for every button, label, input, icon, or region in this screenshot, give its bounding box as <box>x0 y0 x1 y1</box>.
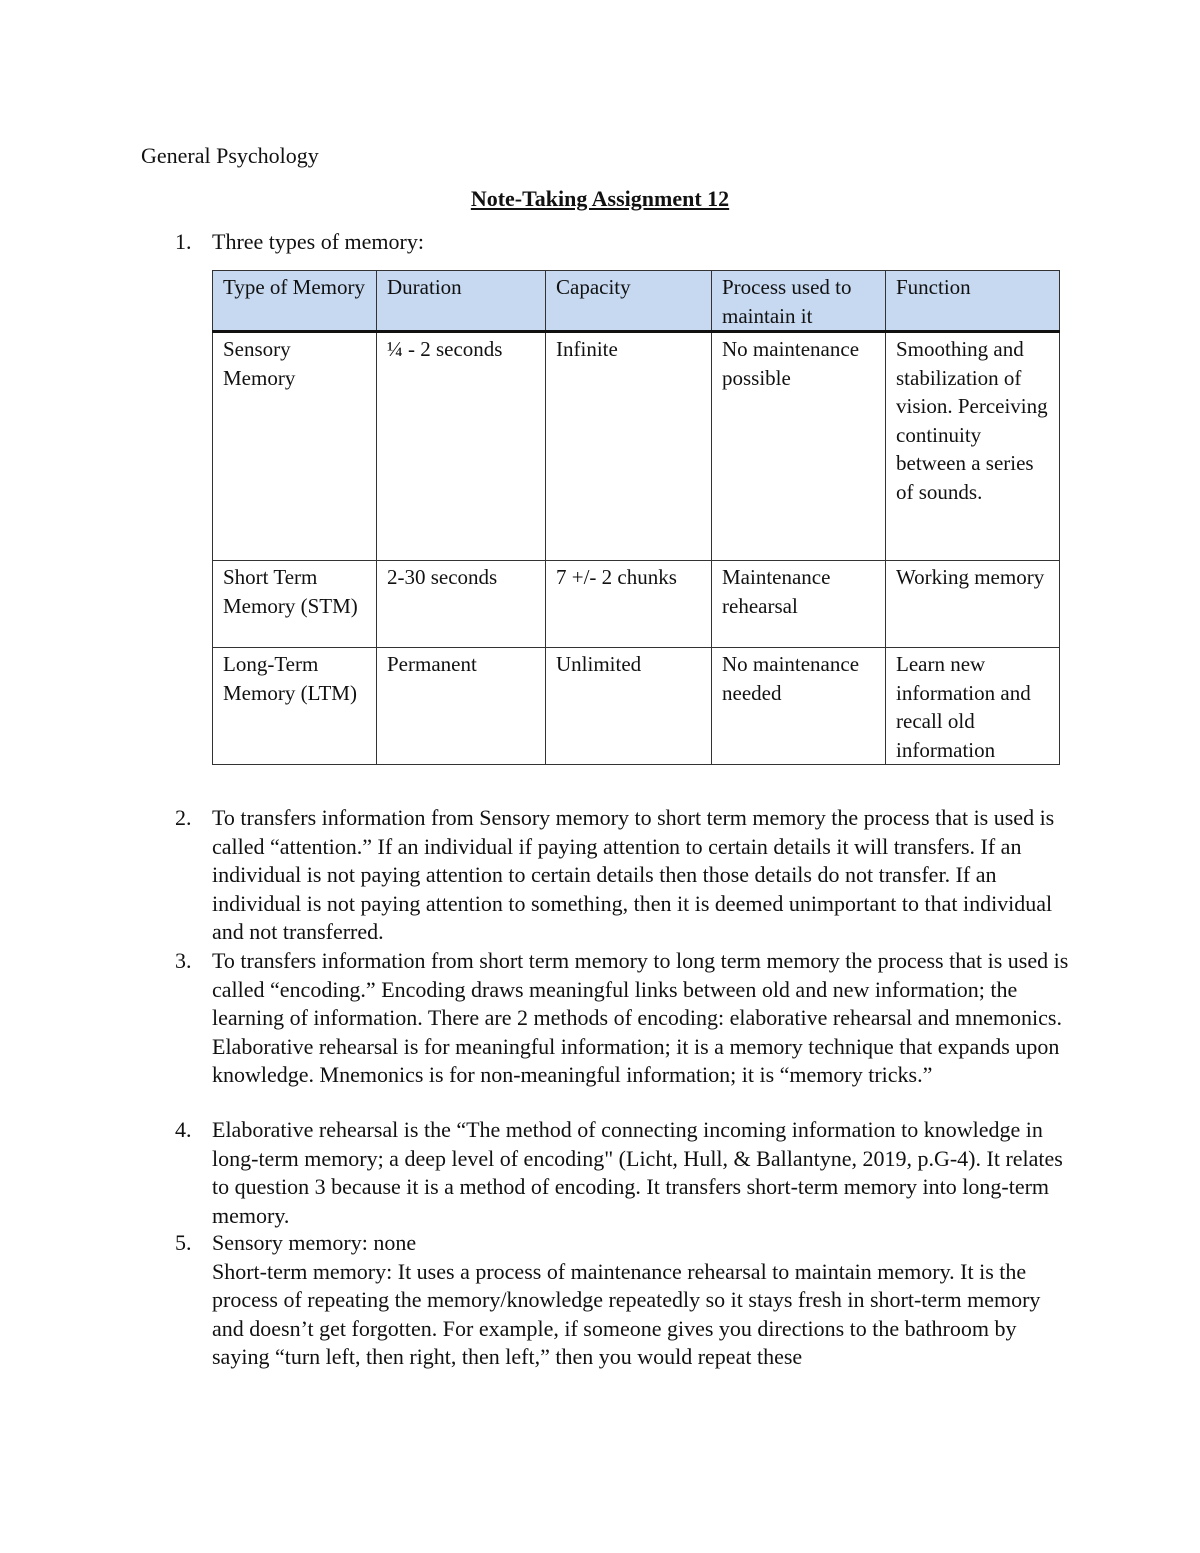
table-cell: Smoothing and stabilization of vision. Perceiving continuity between a series of sounds. <box>886 332 1060 561</box>
table-cell: Sensory Memory <box>213 332 377 561</box>
table-cell: 7 +/- 2 chunks <box>546 561 712 648</box>
table-cell: No maintenance possible <box>712 332 886 561</box>
table-cell: Maintenance rehearsal <box>712 561 886 648</box>
question-number: 1. <box>175 229 192 254</box>
question-text: Three types of memory: <box>212 229 424 254</box>
table-cell: Unlimited <box>546 648 712 765</box>
table-header-row <box>213 271 1060 332</box>
question-text: Elaborative rehearsal is the “The method of connecting incoming information to knowledge in long-term memory; a deep level of encoding" (Licht, Hull, & Ballantyne, 2019, p.G-4). It relates to question 3 because it is a method of encoding. It transfers short-term memory into long-term memory. <box>212 1117 1063 1228</box>
question-number: 4. <box>175 1117 192 1142</box>
memory-types-table <box>212 270 1060 765</box>
question-2 <box>141 804 1071 947</box>
table-cell: Working memory <box>886 561 1060 648</box>
table-row <box>213 561 1060 648</box>
table-row <box>213 332 1060 561</box>
question-5 <box>141 1229 1071 1372</box>
question-text <box>212 1229 1071 1372</box>
question-text: To transfers information from short term memory to long term memory the process that is used is called “encoding.” Encoding draws meaningful links between old and new information; the learning of information. There are 2 methods of encoding: elaborative rehearsal and mnemonics. Elaborative rehearsal is for meaningful information; it is a memory technique that expands upon knowledge. Mnemonics is for non-meaningful information; it is “memory tricks.” <box>212 948 1069 1087</box>
table-cell: Permanent <box>377 648 546 765</box>
question-4 <box>141 1116 1071 1230</box>
header-capacity: Capacity <box>546 271 712 332</box>
short-term-memory-answer: Short-term memory: It uses a process of maintenance rehearsal to maintain memory. It is the process of repeating the memory/knowledge repeatedly so it stays fresh in short-term memory and doesn’t get forgotten. For example, if someone gives you directions to the bathroom by saying “turn left, then right, then left,” then you would repeat these <box>212 1258 1041 1369</box>
header-function: Function <box>886 271 1060 332</box>
question-1 <box>141 228 1071 257</box>
question-number: 5. <box>175 1230 192 1255</box>
question-number: 3. <box>175 948 192 973</box>
table-cell: ¼ - 2 seconds <box>377 332 546 561</box>
header-type-of-memory: Type of Memory <box>213 271 377 332</box>
table-cell: Learn new information and recall old information <box>886 648 1060 765</box>
table-cell: No maintenance needed <box>712 648 886 765</box>
table-cell: Infinite <box>546 332 712 561</box>
sensory-memory-answer: Sensory memory: none <box>212 1230 417 1255</box>
course-name: General Psychology <box>141 143 319 168</box>
question-3 <box>141 947 1071 1090</box>
header-process: Process used to maintain it <box>712 271 886 332</box>
header-duration: Duration <box>377 271 546 332</box>
table-cell: Long-Term Memory (LTM) <box>213 648 377 765</box>
table-cell: 2-30 seconds <box>377 561 546 648</box>
question-text: To transfers information from Sensory memory to short term memory the process that is used is called “attention.” If an individual if paying attention to certain details it will transfers. If an individual is not paying attention to certain details then those details do not transfer. If an individual is not paying attention to something, then it is deemed unimportant to that individual and not transferred. <box>212 805 1055 944</box>
table-cell: Short Term Memory (STM) <box>213 561 377 648</box>
table-row <box>213 648 1060 765</box>
assignment-title: Note-Taking Assignment 12 <box>470 186 730 211</box>
question-number: 2. <box>175 805 192 830</box>
